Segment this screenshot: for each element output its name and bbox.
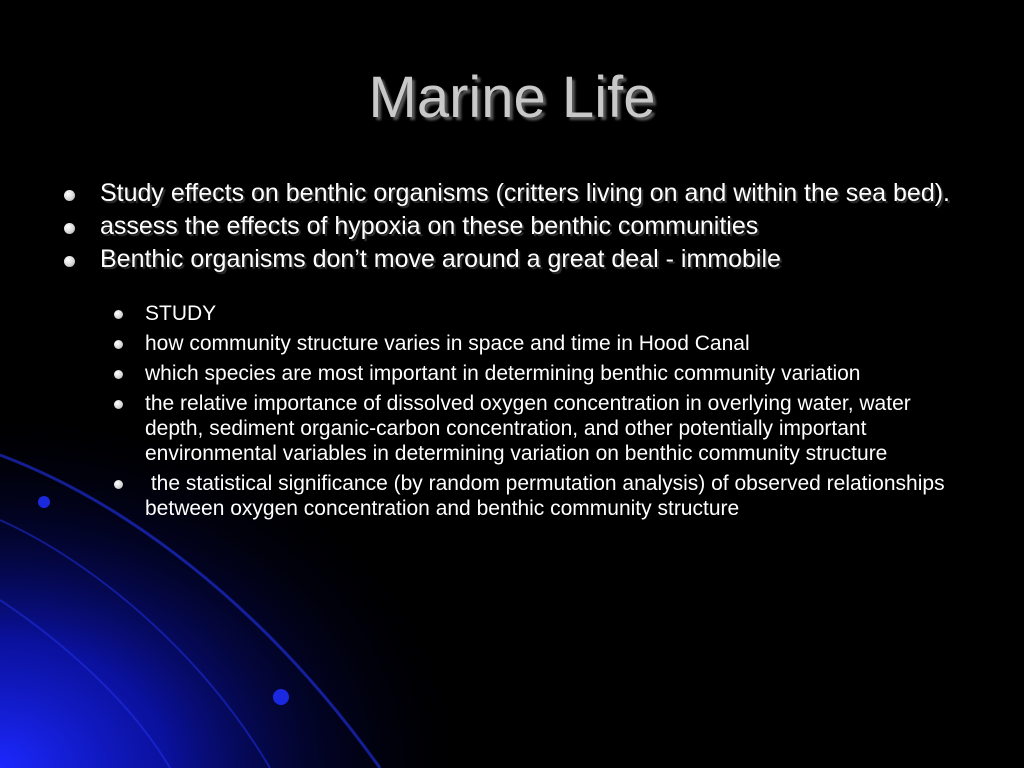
sub-bullet-dot-icon bbox=[114, 400, 123, 409]
sub-bullet-item bbox=[108, 301, 972, 326]
bullet-dot-icon bbox=[64, 190, 75, 201]
sub-bullet-text: the relative importance of dissolved oxygen concentration in overlying water, water depth, sediment organic-carbon concentration, and other potentially important environmental variables in determining variation on benthic community structure bbox=[145, 392, 911, 465]
sub-bullet-dot-icon bbox=[114, 370, 123, 379]
bullet-item bbox=[62, 213, 972, 240]
slide-title: Marine Life bbox=[368, 65, 656, 130]
bullet-dot-icon bbox=[64, 256, 75, 267]
bullet-text: Study effects on benthic organisms (critters living on and within the sea bed). bbox=[100, 179, 950, 207]
glow-dot-2 bbox=[273, 689, 289, 705]
sub-bullet-item bbox=[108, 471, 972, 521]
sub-bullet-dot-icon bbox=[114, 310, 123, 319]
sub-bullet-text: STUDY bbox=[145, 302, 217, 325]
sub-bullet-item bbox=[108, 331, 972, 356]
sub-bullet-item bbox=[108, 391, 972, 466]
sub-bullet-text: the statistical significance (by random permutation analysis) of observed relationships between oxygen concentration and benthic community structure bbox=[145, 472, 951, 520]
bullet-item bbox=[62, 180, 972, 207]
main-bullet-list bbox=[62, 180, 972, 273]
bullet-dot-icon bbox=[64, 223, 75, 234]
slide-content bbox=[62, 180, 972, 526]
sub-bullet-item bbox=[108, 361, 972, 386]
sub-bullet-dot-icon bbox=[114, 480, 123, 489]
bullet-item bbox=[62, 246, 972, 273]
sub-bullet-list bbox=[108, 301, 972, 521]
sub-bullet-text: how community structure varies in space and time in Hood Canal bbox=[145, 332, 750, 355]
bullet-text: Benthic organisms don’t move around a great deal - immobile bbox=[100, 245, 781, 273]
sub-bullet-text: which species are most important in determining benthic community variation bbox=[145, 362, 861, 385]
bullet-text: assess the effects of hypoxia on these benthic communities bbox=[100, 212, 759, 240]
sub-bullet-dot-icon bbox=[114, 340, 123, 349]
glow-dot-1 bbox=[38, 496, 50, 508]
